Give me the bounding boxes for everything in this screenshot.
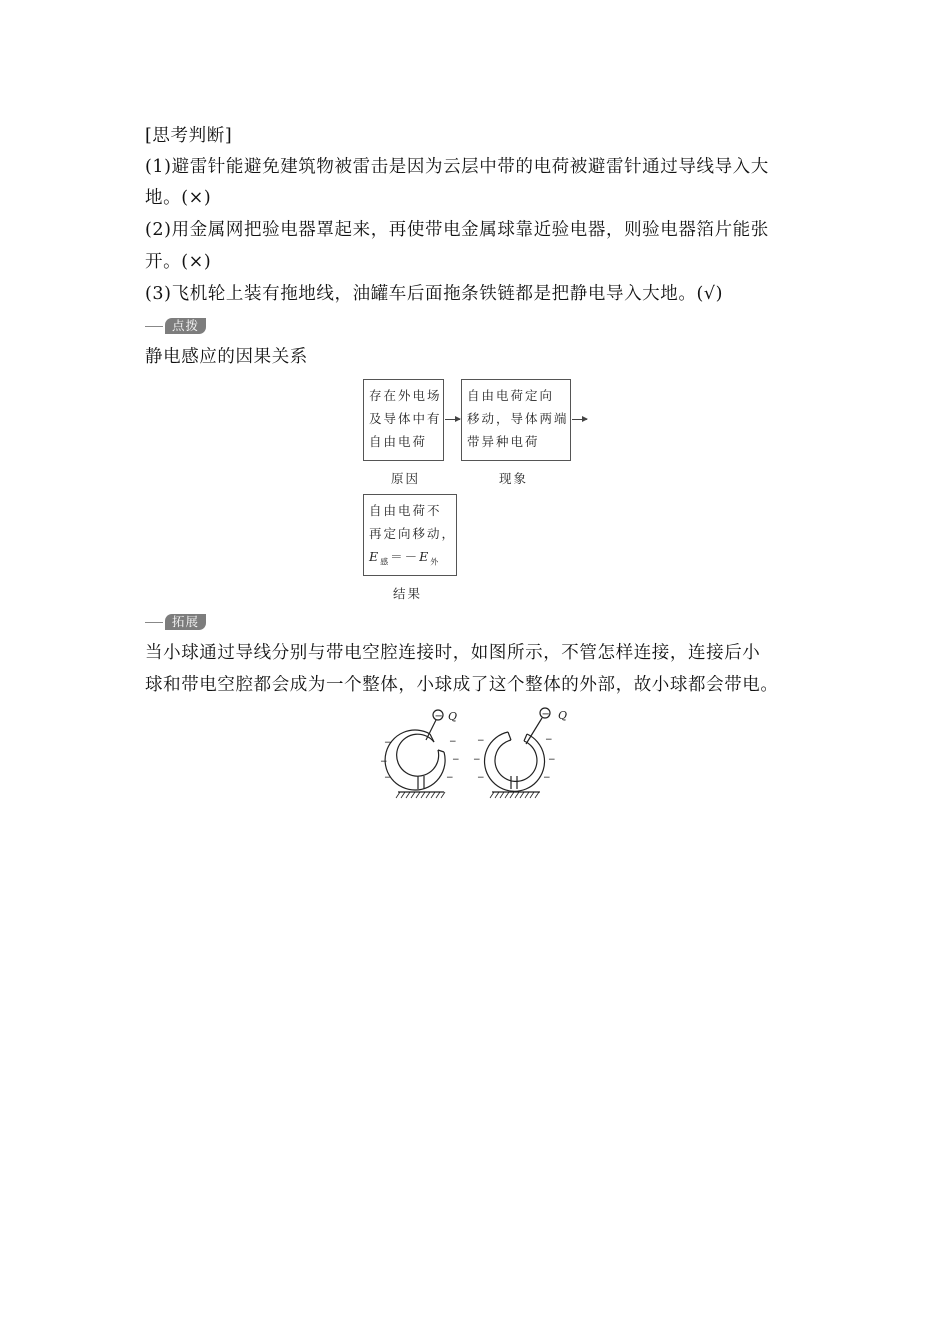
phenomenon-line: 带异种电荷: [467, 434, 540, 449]
result-line: 自由电荷不: [369, 503, 442, 518]
extension-tag: 拓展: [165, 614, 206, 630]
judgement-item-3: (3)飞机轮上装有拖地线，油罐车后面拖条铁链都是把静电导入大地。(√): [145, 284, 724, 304]
charge-sign: −: [449, 737, 457, 747]
formula-lhs-sub: 感: [380, 557, 391, 567]
judgement-item-2-line-1: (2)用金属网把验电器罩起来，再使带电金属球靠近验电器，则验电器箔片能张: [145, 220, 769, 240]
charge-sign: −: [548, 755, 556, 765]
ball-sign-left: −: [434, 711, 443, 722]
hollow-conductor-figure: [372, 700, 584, 802]
phenomenon-line: 移动，导体两端: [467, 411, 569, 426]
charge-label-right: Q: [558, 709, 568, 722]
charge-sign: −: [452, 755, 460, 765]
formula-lhs: E: [369, 549, 381, 564]
formula-rhs-sub: 外: [430, 557, 441, 567]
charge-sign: −: [384, 738, 392, 748]
result-box: [363, 494, 457, 576]
charge-label-left: Q: [448, 710, 458, 723]
charge-sign: −: [545, 735, 553, 745]
charge-sign: −: [543, 773, 551, 783]
result-line: 再定向移动，: [369, 526, 457, 541]
tip-tag-row: [145, 317, 206, 335]
cause-line: 及导体中有: [369, 411, 442, 426]
arrow-phenomenon-to-result: [572, 419, 587, 420]
judgement-item-1-line-1: (1)避雷针能避免建筑物被雷击是因为云层中带的电荷被避雷针通过导线导入大: [145, 157, 769, 177]
cause-box: [363, 379, 444, 461]
cavity-left: [385, 710, 445, 798]
result-caption: 结果: [393, 586, 423, 601]
charge-sign: −: [446, 773, 454, 783]
result-formula: [369, 545, 452, 574]
section-heading-thinking: [思考判断]: [145, 126, 233, 146]
phenomenon-caption: 现象: [499, 471, 529, 486]
cause-line: 存在外电场: [369, 388, 442, 403]
arrow-cause-to-phenomenon: [445, 419, 460, 420]
phenomenon-box: [461, 379, 571, 461]
extension-line-2: 球和带电空腔都会成为一个整体，小球成了这个整体的外部，故小球都会带电。: [145, 675, 779, 695]
charge-sign: −: [380, 757, 388, 767]
cavity-right: [485, 708, 550, 798]
charge-sign: −: [477, 736, 485, 746]
tip-title: 静电感应的因果关系: [145, 347, 308, 367]
ball-sign-right: −: [541, 709, 550, 720]
charge-sign: −: [477, 773, 485, 783]
formula-mid: ＝－: [390, 549, 420, 564]
tip-tag: 点拨: [165, 318, 206, 334]
charge-sign: −: [473, 755, 481, 765]
judgement-item-2-line-2: 开。(×): [145, 252, 212, 272]
cause-caption: 原因: [391, 471, 421, 486]
extension-line-1: 当小球通过导线分别与带电空腔连接时，如图所示，不管怎样连接，连接后小: [145, 643, 761, 663]
formula-rhs: E: [419, 549, 431, 564]
tag-dash: [145, 622, 163, 623]
cause-line: 自由电荷: [369, 434, 428, 449]
tag-dash: [145, 326, 163, 327]
phenomenon-line: 自由电荷定向: [467, 388, 555, 403]
judgement-item-1-line-2: 地。(×): [145, 188, 212, 208]
extension-tag-row: [145, 613, 206, 631]
charge-sign: −: [384, 773, 392, 783]
